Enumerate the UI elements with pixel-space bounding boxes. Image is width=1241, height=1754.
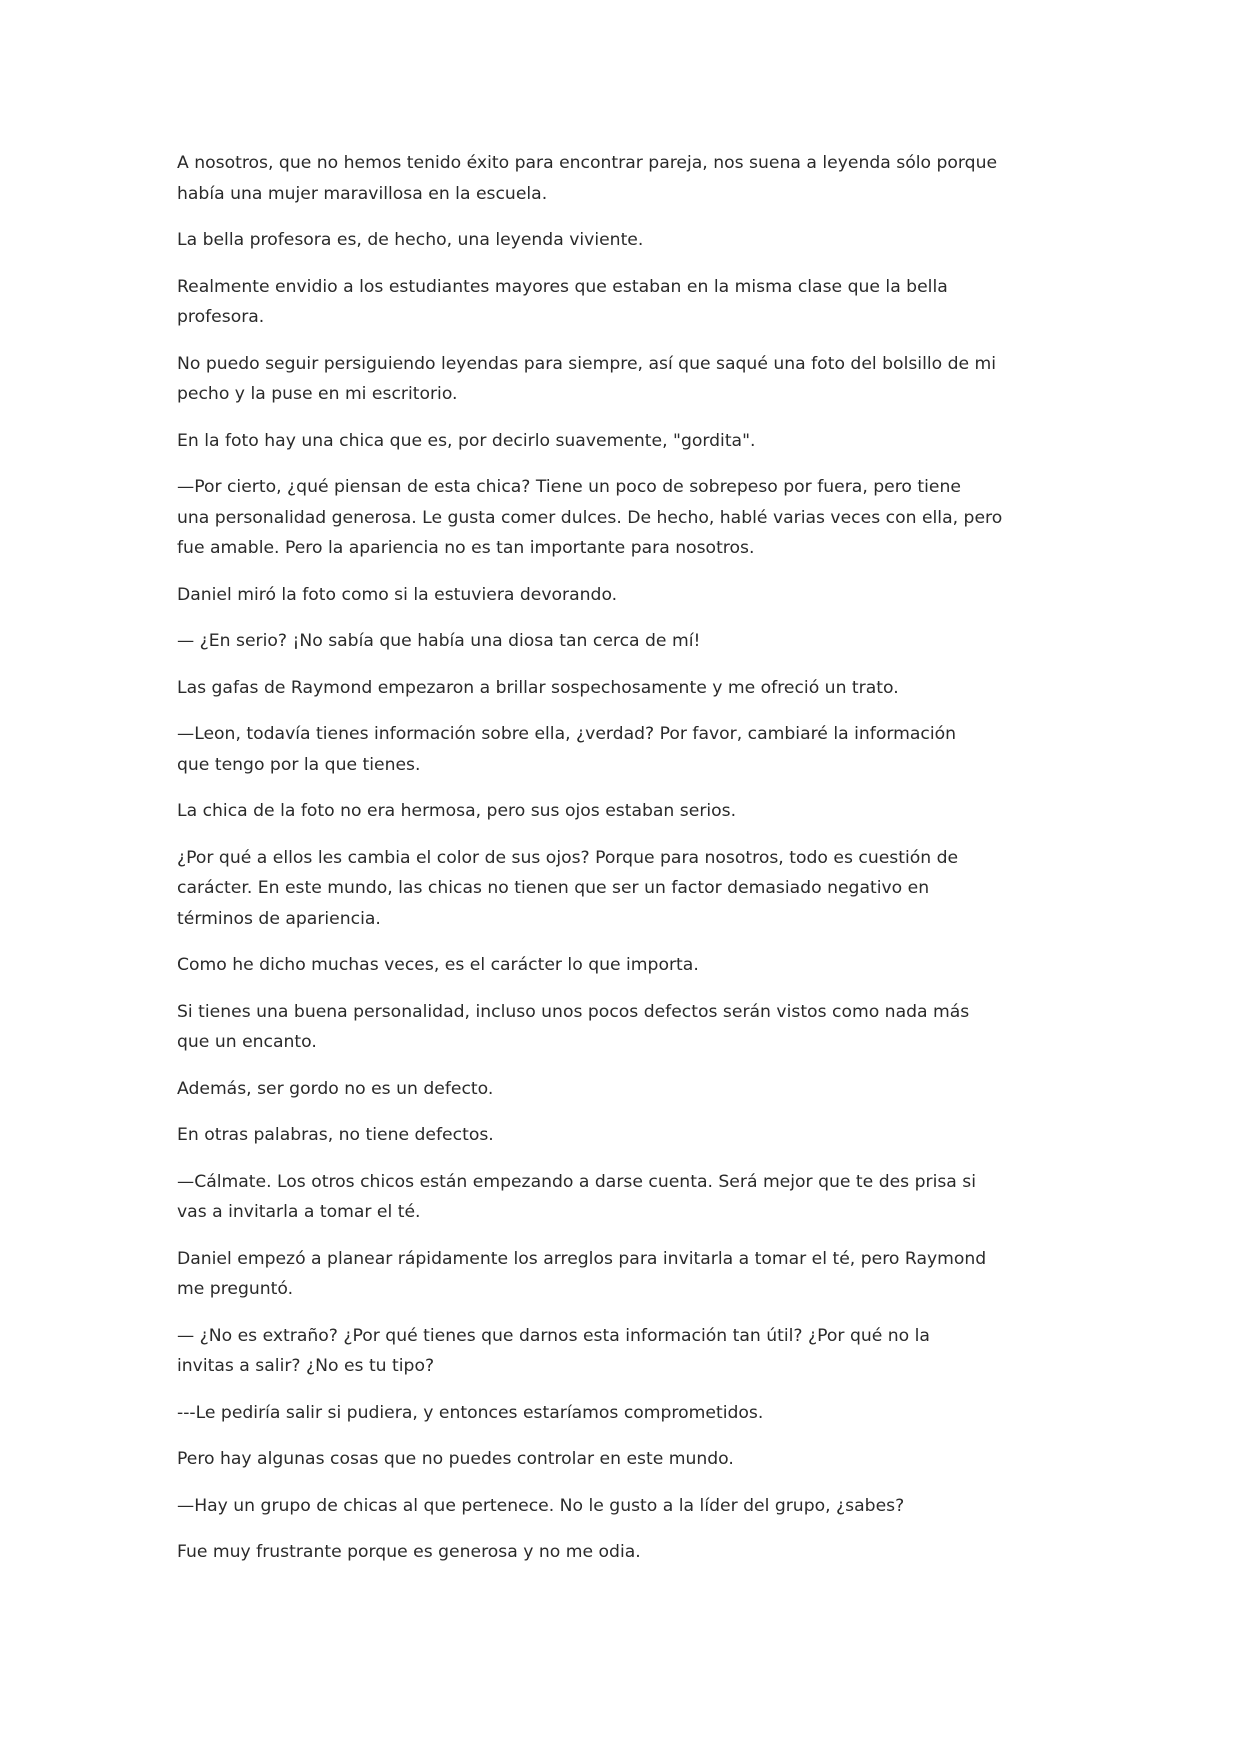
- paragraph: A nosotros, que no hemos tenido éxito para encontrar pareja, nos suena a leyenda sólo porque había una mujer maravillosa en la escuela.: [177, 153, 998, 204]
- paragraph: Como he dicho muchas veces, es el carácter lo que importa.: [177, 955, 699, 975]
- paragraph: Daniel miró la foto como si la estuviera devorando.: [177, 584, 618, 605]
- paragraph: Daniel empezó a planear rápidamente los arreglos para invitarla a tomar el té, pero Raymond me preguntó.: [177, 1248, 987, 1299]
- paragraph: Además, ser gordo no es un defecto.: [177, 1078, 494, 1099]
- paragraph: —Hay un grupo de chicas al que pertenece. No le gusto a la líder del grupo, ¿sabes?: [177, 1495, 905, 1516]
- paragraph: — ¿No es extraño? ¿Por qué tienes que darnos esta información tan útil? ¿Por qué no la invitas a salir? ¿No es tu tipo?: [177, 1325, 930, 1376]
- paragraph: Si tienes una buena personalidad, incluso unos pocos defectos serán vistos como nada más que un encanto.: [177, 1001, 970, 1052]
- paragraph: Fue muy frustrante porque es generosa y no me odia.: [177, 1542, 641, 1562]
- paragraph: La chica de la foto no era hermosa, pero sus ojos estaban serios.: [177, 801, 737, 821]
- paragraph: En otras palabras, no tiene defectos.: [177, 1125, 494, 1145]
- paragraph: ¿Por qué a ellos les cambia el color de sus ojos? Porque para nosotros, todo es cuestión de carácter. En este mundo, las chicas no tienen que ser un factor demasiado negativo en términos de apariencia.: [177, 847, 959, 929]
- paragraph: — ¿En serio? ¡No sabía que había una diosa tan cerca de mí!: [177, 631, 701, 651]
- paragraph: —Leon, todavía tienes información sobre ella, ¿verdad? Por favor, cambiaré la información que tengo por la que tienes.: [177, 724, 957, 775]
- paragraph: —Por cierto, ¿qué piensan de esta chica? Tiene un poco de sobrepeso por fuera, pero tiene una personalidad generosa. Le gusta comer dulces. De hecho, hablé varias veces con ella, pero fue amable. Pero la apariencia no es tan importante para nosotros.: [177, 477, 1003, 558]
- document-body: [177, 148, 1077, 1584]
- paragraph: Realmente envidio a los estudiantes mayores que estaban en la misma clase que la bella profesora.: [177, 276, 948, 327]
- paragraph: En la foto hay una chica que es, por decirlo suavemente, "gordita".: [177, 430, 756, 451]
- paragraph: ---Le pediría salir si pudiera, y entonces estaríamos comprometidos.: [177, 1402, 764, 1423]
- paragraph: —Cálmate. Los otros chicos están empezando a darse cuenta. Será mejor que te des prisa si vas a invitarla a tomar el té.: [177, 1171, 977, 1222]
- paragraph: La bella profesora es, de hecho, una leyenda viviente.: [177, 230, 644, 250]
- paragraph: Pero hay algunas cosas que no puedes controlar en este mundo.: [177, 1449, 734, 1469]
- paragraph: No puedo seguir persiguiendo leyendas para siempre, así que saqué una foto del bolsillo de mi pecho y la puse en mi escritorio.: [177, 353, 997, 404]
- paragraph: Las gafas de Raymond empezaron a brillar sospechosamente y me ofreció un trato.: [177, 677, 899, 698]
